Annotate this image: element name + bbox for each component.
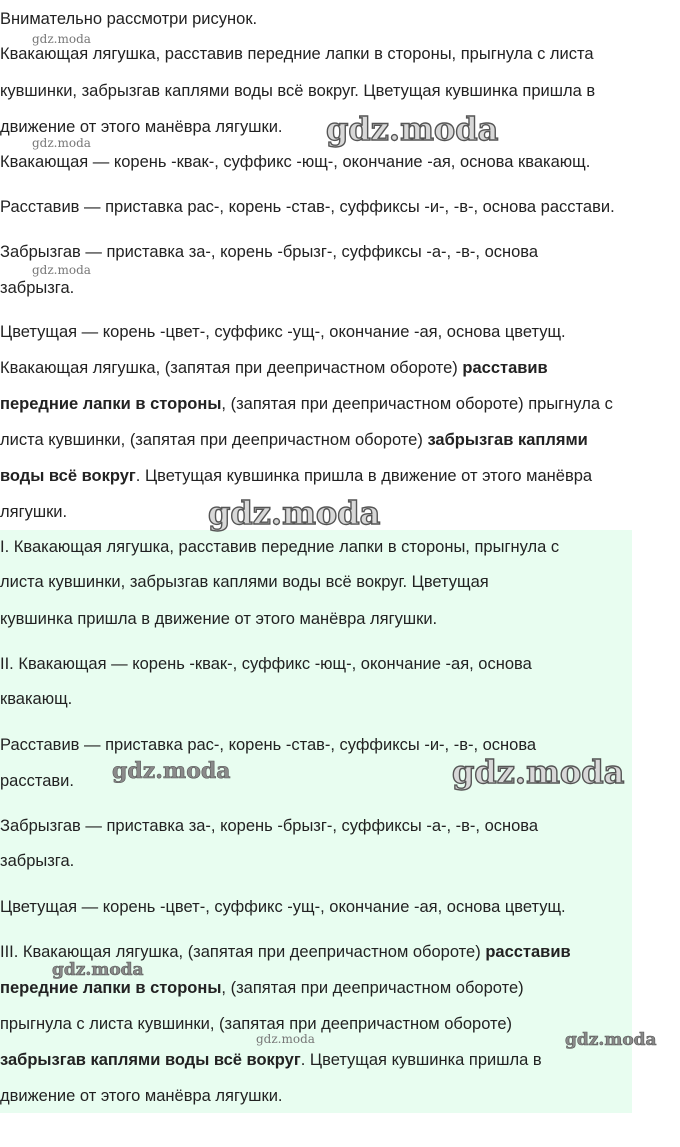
answer-punctuation-line: прыгнула с листа кувшинки, (запятая при деепричастном обороте) — [0, 1015, 513, 1033]
punctuation-line: передние лапки в стороны, (запятая при деепричастном обороте) прыгнула с — [0, 395, 613, 413]
watermark: gdz.moda — [32, 32, 91, 46]
watermark: gdz.moda — [32, 263, 91, 277]
answer-line: Забрызгав — приставка за-, корень -брызг-, суффиксы -а-, -в-, основа — [0, 817, 539, 835]
morpheme-line: забрызга. — [0, 279, 75, 297]
answer-line: Расставив — приставка рас-, корень -став-, суффиксы -и-, -в-, основа — [0, 736, 537, 754]
punctuation-line: лягушки. — [0, 503, 68, 521]
answer-line: расстави. — [0, 772, 74, 790]
watermark: gdz.moda — [565, 1030, 657, 1050]
punctuation-line: Квакающая лягушка, (запятая при деепричастном обороте) расставив — [0, 359, 548, 377]
morpheme-line: Расставив — приставка рас-, корень -став-, суффиксы -и-, -в-, основа расстави. — [0, 198, 615, 216]
answer-line: квакающ. — [0, 690, 73, 708]
watermark: gdz.moda — [452, 753, 625, 791]
watermark: gdz.moda — [208, 494, 381, 532]
punctuation-line: листа кувшинки, (запятая при деепричастном обороте) забрызгав каплями — [0, 431, 588, 449]
answer-line: II. Квакающая — корень -квак-, суффикс -ющ-, окончание -ая, основа — [0, 655, 532, 673]
morpheme-line: Цветущая — корень -цвет-, суффикс -ущ-, окончание -ая, основа цветущ. — [0, 323, 566, 341]
watermark: gdz.moda — [32, 136, 91, 150]
punctuation-line: воды всё вокруг. Цветущая кувшинка пришла в движение от этого манёвра — [0, 467, 593, 485]
answer-line: забрызга. — [0, 852, 75, 870]
task-text-line: Квакающая лягушка, расставив передние лапки в стороны, прыгнула с листа — [0, 45, 594, 63]
answer-line: кувшинка пришла в движение от этого манёвра лягушки. — [0, 610, 438, 628]
task-text-line: движение от этого манёвра лягушки. — [0, 118, 283, 136]
watermark: gdz.moda — [326, 110, 499, 148]
answer-punctuation-line: забрызгав каплями воды всё вокруг. Цветущая кувшинка пришла в — [0, 1051, 542, 1069]
intro-text: Внимательно рассмотри рисунок. — [0, 10, 258, 28]
watermark: gdz.moda — [52, 960, 144, 980]
watermark: gdz.moda — [256, 1032, 315, 1046]
answer-line: Цветущая — корень -цвет-, суффикс -ущ-, окончание -ая, основа цветущ. — [0, 898, 566, 916]
answer-line: листа кувшинки, забрызгав каплями воды всё вокруг. Цветущая — [0, 573, 489, 591]
answer-punctuation-line: движение от этого манёвра лягушки. — [0, 1087, 283, 1105]
task-text-line: кувшинки, забрызгав каплями воды всё вокруг. Цветущая кувшинка пришла в — [0, 82, 596, 100]
answer-punctuation-line: передние лапки в стороны, (запятая при деепричастном обороте) — [0, 979, 524, 997]
morpheme-line: Забрызгав — приставка за-, корень -брызг-, суффиксы -а-, -в-, основа — [0, 243, 539, 261]
morpheme-line: Квакающая — корень -квак-, суффикс -ющ-, окончание -ая, основа квакающ. — [0, 153, 591, 171]
answer-line: I. Квакающая лягушка, расставив передние лапки в стороны, прыгнула с — [0, 538, 560, 556]
watermark: gdz.moda — [112, 758, 231, 784]
answer-punctuation-line: III. Квакающая лягушка, (запятая при деепричастном обороте) расставив — [0, 943, 571, 961]
